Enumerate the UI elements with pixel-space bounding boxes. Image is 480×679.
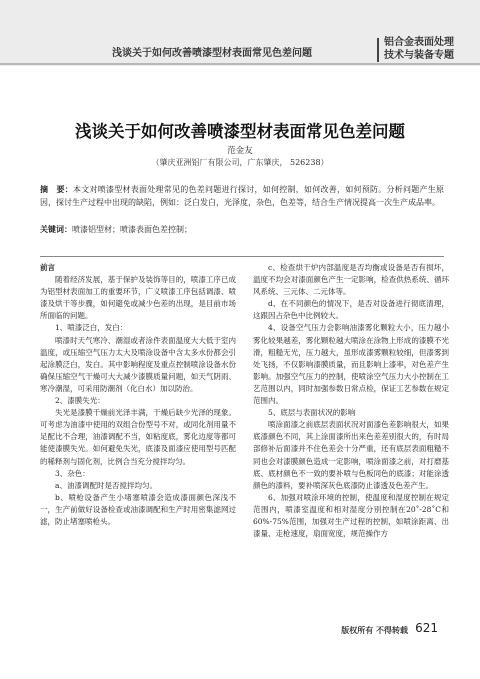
paragraph: 3、杂色： (55, 468, 90, 478)
paragraph: 失光是漆膜干燥前光泽丰满，干燥后缺少光泽的现象。可考虑为油漆中使用的双组合份型号不对，或同化剂用量不足配比不合理，油漆调配不当，如粘度底，雾化边度等都可能使漆膜失光。如何避免失光，底漆及面漆应使用型号匹配的稀释剂与固化剂，比例合当充分搅拌均匀。 (40, 408, 236, 466)
paragraph: 2、漆膜失光： (55, 396, 105, 406)
abstract-text: 本文对喷漆型材表面处理常见的色差问题进行探讨，如何控制，如何改善，如何预防。分析问题产生原因，探讨生产过程中出现的缺陷，例如：泛白发白，光泽度，杂色，色差等，结合生产情况提高一次生产成品率。 (40, 185, 444, 207)
copyright-notice: 版权所有 不得转载 (341, 625, 408, 635)
paragraph: 6、加强对喷涂环境的控制，使温度和湿度控制在规定范围内，喷漆室温度和相对湿度分别控制在20˚-28˚C和60%-75%范围，加强对生产过程的控制，如喷涂距离、出漆量、走枪速度，扇面宽度，规范操作方 (253, 492, 449, 539)
header-divider (0, 63, 480, 65)
page-number: 621 (415, 621, 438, 635)
paragraph: 随着经济发展，基于保护及装饰等目的，喷漆工序已成为铝型材表面加工的重要环节，广义喷漆工序包括调漆、喷漆及烘干等步骤，如何避免或减少色差的出现，是目前市场所面临的问题。 (40, 275, 236, 321)
paragraph: b、喷枪设备产生小堵塞喷漆会造成漆面颜色深浅不一，生产前做好设备检查或油漆调配和生产时用密集滤网过滤，防止堵塞喷枪头。 (40, 492, 236, 526)
column-tag-line1: 铝合金表面处理 (384, 37, 454, 48)
paragraph: 5、底层与表面状况的影响 (268, 408, 356, 418)
header-band (0, 0, 480, 66)
page-footer (0, 620, 480, 640)
article-title: 浅谈关于如何改善喷漆型材表面常见色差问题 (75, 122, 405, 141)
author: 范金友 (227, 146, 253, 156)
section-heading: 前言 (40, 263, 55, 272)
paragraph: c、检查烘干炉内部温度是否均衡或设备是否有损坏，温度不均会对漆面颜色产生一定影响，检查供热系统、循环风系统、三元体、二元体等。 (253, 263, 449, 297)
affiliation: （肇庆亚洲铝厂有限公司，广东肇庆， 526238） (151, 158, 329, 167)
column-tag-marker (377, 38, 379, 62)
paragraph: 4、设备空气压力会影响油漆雾化颗粒大小，压力越小雾化较果越差，雾化颗粒越大喷涂在涂物上形成的漆膜不光滑，粗糙无光，压力越大，虽形成漆雾颗粒较细，但漆雾到处飞扬，不仅影响漆膜质量，而且影响上漆率，对色差产生影响。加强空气压力的控制，使喷涂空气压力大小控制在工艺范围以内，同时加强参数日常点检，保证工艺参数在规定范围内。 (253, 323, 449, 406)
column-tag-line2: 技术与装备专题 (384, 50, 454, 61)
paragraph: a、油漆调配时是否搅拌均匀。 (55, 480, 157, 490)
abstract-label: 摘 要： (40, 185, 73, 194)
right-column (253, 262, 449, 540)
keywords-text: 喷漆铝型材；喷漆表面色差控制； (72, 225, 192, 234)
left-column (40, 262, 236, 528)
abstract (40, 183, 444, 209)
paragraph: 1、喷漆泛白，发白： (55, 323, 128, 333)
keywords-label: 关键词： (40, 225, 72, 234)
paragraph: d、在不同颜色的情况下，是否对设备进行彻底清理，这跟因占杂色中比例较大。 (253, 299, 449, 321)
keywords (40, 224, 444, 235)
paragraph: 喷漆时天气寒冷、潮湿或者涂件表面温度大大低于室内温度，或压缩空气压力太大及喷涂设备中含太多水份都会引起涂膜泛白，发白。其中影响程度及重点控制喷涂设备水份确保压缩空气干燥可大大减少漆膜质量问题，如天气阴雨、寒冷潮湿，可采用防潮剂（化白水）加以防治。 (40, 335, 236, 393)
section-divider (40, 256, 444, 257)
column-tag (384, 36, 454, 62)
paragraph: 喷涂面漆之前底层表面状况对面漆色差影响很大，如果底漆颜色不同，其上涂面漆所出来色差差别很大的，有时局部修补后面漆并不住色差会十分严重，还有底层表面粗糙不同也会对漆膜颜色造成一定影响，喷涂面漆之前，对打磨基底、底材颜色不一致的要补喷与色板同色的底漆；对能涂透颜色的漆料，要补喷深灰色底漆防止漆透及色差产生。 (253, 420, 449, 490)
running-title: 浅谈关于如何改善喷漆型材表面常见色差问题 (112, 48, 312, 59)
